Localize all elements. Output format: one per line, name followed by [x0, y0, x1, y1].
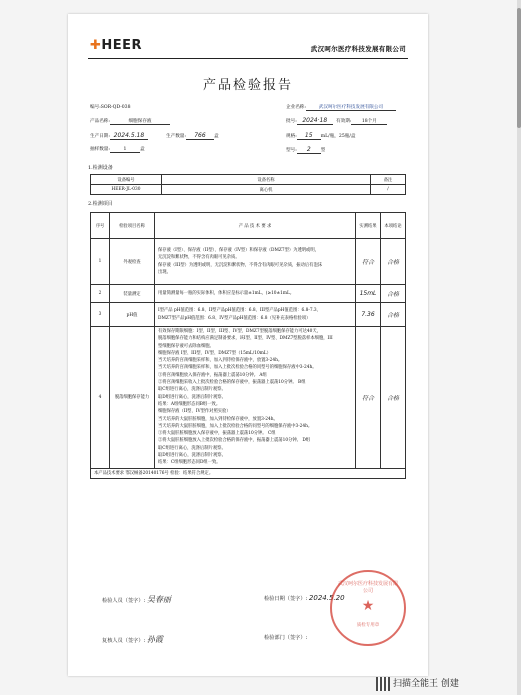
scanner-watermark: 扫描全能王 创建 — [376, 676, 459, 691]
production-qty-field: 生产数量: 766 盒 — [166, 132, 219, 139]
header-company-name: 武汉呵尔医疗科技发展有限公司 — [310, 45, 406, 53]
inspection-table — [90, 212, 406, 479]
table-row: 1 外观检查 保存液（I型）、保存液（II型）、保存液（IV型）和保存液（DMZ7型）为透明或明， 无沉淀和絮状物，不得含有肉眼可见杂质。 保存液（III型）为透明或明，无沉淀和絮状物，不得含有肉眼可见杂质，振动后有泡沫 出现。 符合 合格 — [91, 239, 406, 285]
qr-icon — [376, 677, 390, 691]
department-signature: 检验部门（签字）: — [264, 635, 308, 641]
scrollbar-thumb[interactable] — [517, 8, 521, 128]
reviewer-signature: 复核人员（签字）: 孙霞 — [102, 635, 163, 644]
table-header-row: 设备编号 设备名称 备注 — [91, 175, 406, 185]
mfg-date-field: 生产日期: 2024.5.18 — [90, 132, 148, 140]
product-name-field: 产品名称: 细胞保存液 — [90, 118, 170, 125]
header-divider — [88, 58, 408, 59]
spec-field: 规格: 15 mL/瓶，25瓶/盒 — [286, 132, 356, 139]
scrollbar[interactable] — [517, 0, 521, 695]
report-page — [68, 14, 428, 676]
requirement-cell: 用量筒测量每一瓶的实际体积，体积应是标示量±1mL，(≥10±1mL。 — [155, 285, 356, 303]
inspection-date: 检验日期（签字）: 2024.5.20 — [264, 594, 345, 602]
section2-heading: 2.检测项目 — [88, 201, 113, 207]
star-icon: ★ — [361, 598, 375, 614]
inspector-signature: 检验人员（签字）: 吴春丽 — [102, 595, 171, 604]
table-row: 2 装量测定 用量筒测量每一瓶的实际体积，体积应是标示量±1mL，(≥10±1mL。 15mL 合格 — [91, 285, 406, 303]
model-field: 型号: 2 型 — [286, 146, 326, 153]
table-row: HEER-JL-030 离心机 / — [91, 185, 406, 195]
table-footnote-row: 本产品技术要求 鄂汉械备20140176号 检验：结果符合规定。 — [91, 468, 406, 478]
requirement-cell: 有效保存期限细胞：I型、II型、III型、IV型、DMZ7型脱落细胞保存能力可达40天， 脱落细胞保存能力和结构应满足制备要求，该I型、II型、IV型、DMZ7型脱落样本细胞，III 型细胞保存液可去除血细胞。 细胞保存液 I型、III型、IV型、DMZ7型（15mL/10mL） 当天培养的宫颈细胞采样和，加入到待检保存液中，放置3-24h。 当天培养的宫颈细胞采样和，加入上批次检验合格的同型号的细胞保存液中3-24h。 ①将宫颈细胞放入保存液中，振荡器上震荡10分钟。 A组 ②将宫颈细胞采收入上批次检验合格的保存液中，振荡器上震荡10分钟。 B组 取C组进行离心，洗涤后制片观察。 取D组进行离心，洗涤后制片观察。 结果：A组细胞形态同B组一致。 细胞保存液（II型、IV型作对照实验） 当天培养的大鼠肝脏细胞，加入到待检保存液中，放置3-24h。 当天培养的大鼠肝脏细胞，加入上批次检验合格的同型号的细胞保存液中3-24h。 ①将大鼠肝脏细胞放入保存液中，振荡器上震荡10分钟。 C组 ②将大鼠肝脏细胞放入上批次检验合格的保存液中，振荡器上震荡10分钟。 D组 取C组进行离心，洗涤后制片观察。 取D组进行离心，洗涤后制片观察。 结果：C组细胞形态同D组一致。 — [155, 327, 356, 469]
sample-qty-field: 抽样数量: 1 盒 — [90, 147, 145, 152]
company-seal: 武汉呵尔医疗科技发展有限公司 ★ 质检专用章 — [330, 570, 406, 646]
equipment-table — [90, 174, 406, 195]
company-logo: ✚HEER — [90, 38, 143, 53]
table-row: 3 pH值 I型产品 pH值范围：6.8、II型产品pH值范围：6.8、III型产品pH值范围：6.8-7.3、 DMZ7型产品pH值范围：6.8、IV型产品pH值范围：6.8（见补充表格检验项） 7.36 合格 — [91, 303, 406, 327]
table-header-row: 序号 检验项目名称 产 品 技 术 要 求 实测结果 本项结论 — [91, 213, 406, 239]
validity-field: 有效期: 18个月 — [336, 118, 387, 125]
batch-number-field: 批号: 2024·18 — [286, 117, 333, 125]
requirement-cell: 保存液（I型）、保存液（II型）、保存液（IV型）和保存液（DMZ7型）为透明或明， 无沉淀和絮状物，不得含有肉眼可见杂质。 保存液（III型）为透明或明，无沉淀和絮状物，不得含有肉眼可见杂质，振动后有泡沫 出现。 — [155, 239, 356, 285]
company-name-field: 企业名称: 武汉呵尔医疗科技发展有限公司 — [286, 104, 396, 111]
doc-number-field: 编号:SOR-QD-038 — [90, 105, 131, 110]
section1-heading: 1.检测设备 — [88, 165, 113, 171]
table-row: 4 脱落细胞保存能力 有效保存期限细胞：I型、II型、III型、IV型、DMZ7型脱落细胞保存能力可达40天， 脱落细胞保存能力和结构应满足制备要求，该I型、II型、IV型、DMZ7型脱落样本细胞，III 型细胞保存液可去除血细胞。 细胞保存液 I型、III型、IV型、DMZ7型（15mL/10mL） 当天培养的宫颈细胞采样和，加入到待检保存液中，放置3-24h。 当天培养的宫颈细胞采样和，加入上批次检验合格的同型号的细胞保存液中3-24h。 ①将宫颈细胞放入保存液中，振荡器上震荡10分钟。 A组 ②将宫颈细胞采收入上批次检验合格的保存液中，振荡器上震荡10分钟。 B组 取C组进行离心，洗涤后制片观察。 取D组进行离心，洗涤后制片观察。 结果：A组细胞形态同B组一致。 细胞保存液（II型、IV型作对照实验） 当天培养的大鼠肝脏细胞，加入到待检保存液中，放置3-24h。 当天培养的大鼠肝脏细胞，加入上批次检验合格的同型号的细胞保存液中3-24h。 ①将大鼠肝脏细胞放入保存液中，振荡器上震荡10分钟。 C组 ②将大鼠肝脏细胞放入上批次检验合格的保存液中，振荡器上震荡10分钟。 D组 取C组进行离心，洗涤后制片观察。 取D组进行离心，洗涤后制片观察。 结果：C组细胞形态同D组一致。 符合 合格 — [91, 327, 406, 469]
requirement-cell: I型产品 pH值范围：6.8、II型产品pH值范围：6.8、III型产品pH值范围：6.8-7.3、 DMZ7型产品pH值范围：6.8、IV型产品pH值范围：6.8（见补充表格检验项） — [155, 303, 356, 327]
page-title: 产品检验报告 — [202, 78, 293, 93]
